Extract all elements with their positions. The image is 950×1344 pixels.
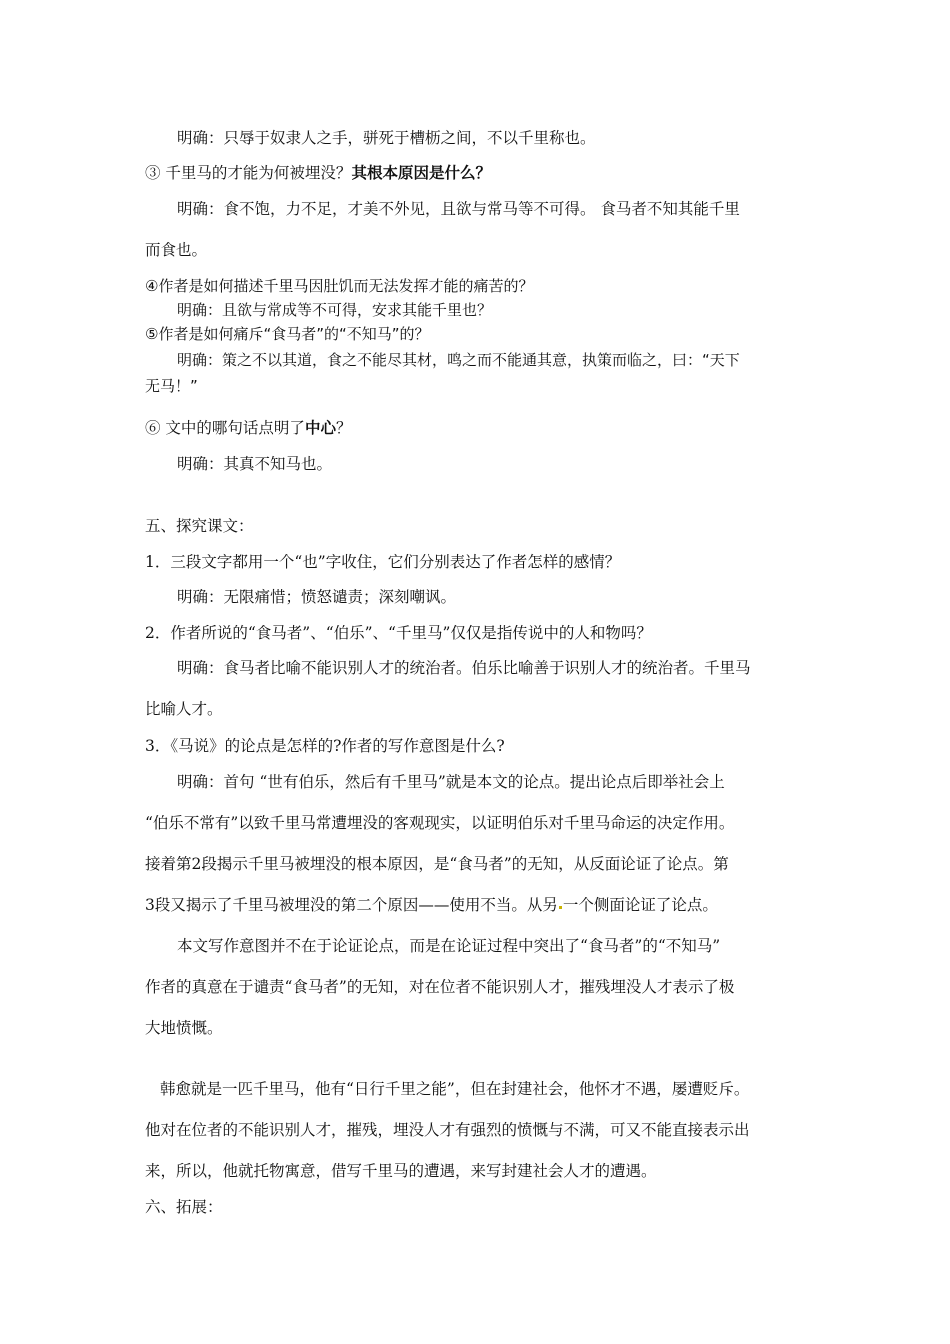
answer-continuation: 比喻人才。 [145, 700, 223, 718]
paragraph-line: “伯乐不常有”以致千里马常遭埋没的客观现实，以证明伯乐对千里马命运的决定作用。 [145, 814, 735, 832]
paragraph-text: 3段又揭示了千里马被埋没的第二个原因——使用不当。从另 [145, 896, 558, 914]
answer-continuation: 无马！” [145, 377, 198, 395]
question-line: ④作者是如何描述千里马因肚饥而无法发挥才能的痛苦的？ [145, 277, 534, 295]
paragraph-line: 来，所以，他就托物寓意，借写千里马的遭遇，来写封建社会人才的遭遇。 [145, 1162, 657, 1180]
answer-line: 明确：食马者比喻不能识别人才的统治者。伯乐比喻善于识别人才的统治者。千里马 [177, 659, 751, 677]
answer-line: 明确：只辱于奴隶人之手，骈死于槽枥之间，不以千里称也。 [177, 129, 596, 147]
paragraph-line: 作者的真意在于谴责“食马者”的无知，对在位者不能识别人才，摧残埋没人才表示了极 [145, 978, 735, 996]
question-text-end: ？ [335, 419, 352, 437]
section-heading: 六、拓展： [145, 1198, 223, 1216]
question-line [145, 163, 491, 183]
question-emphasis: 其根本原因是什么？ [351, 163, 491, 182]
question-line: 3．《马说》的论点是怎样的?作者的写作意图是什么? [145, 737, 505, 755]
highlight-mark [559, 906, 562, 909]
paragraph-line: 接着第2段揭示千里马被埋没的根本原因，是“食马者”的无知，从反面论证了论点。第 [145, 855, 729, 873]
paragraph-line: 大地愤慨。 [145, 1019, 223, 1037]
paragraph-text-end: 一个侧面论证了论点。 [562, 896, 718, 914]
answer-line: 明确：策之不以其道，食之不能尽其材，鸣之而不能通其意，执策而临之，曰：“天下 [177, 351, 740, 369]
answer-line: 明确：且欲与常成等不可得，安求其能千里也？ [177, 301, 493, 319]
section-heading: 五、探究课文： [145, 517, 254, 535]
paragraph-line: 本文写作意图并不在于论证论点，而是在论证过程中突出了“食马者”的“不知马” [177, 937, 721, 955]
paragraph-line [145, 895, 718, 915]
question-line: 2．作者所说的“食马者”、“伯乐”、“千里马”仅仅是指传说中的人和物吗？ [145, 624, 652, 642]
question-emphasis: 中心 [304, 418, 336, 437]
answer-line: 明确：食不饱，力不足，才美不外见，且欲与常马等不可得。 食马者不知其能千里 [177, 200, 740, 218]
answer-continuation: 而食也。 [145, 241, 208, 259]
question-line: 1．三段文字都用一个“也”字收住，它们分别表达了作者怎样的感情？ [145, 553, 621, 571]
question-text: ⑥ 文中的哪句话点明了 [145, 419, 305, 437]
paragraph-line: 韩愈就是一匹千里马，他有“日行千里之能”，但在封建社会，他怀才不遇，屡遭贬斥。 [160, 1080, 750, 1098]
answer-line: 明确：首句 “世有伯乐，然后有千里马”就是本文的论点。提出论点后即举社会上 [177, 773, 725, 791]
question-line [145, 418, 351, 438]
paragraph-line: 他对在位者的不能识别人才，摧残，埋没人才有强烈的愤慨与不满，可又不能直接表示出 [145, 1121, 750, 1139]
question-text: ③ 千里马的才能为何被埋没？ [145, 164, 352, 182]
answer-line: 明确：无限痛惜；愤怒谴责；深刻嘲讽。 [177, 588, 457, 606]
answer-line: 明确：其真不知马也。 [177, 455, 333, 473]
question-line: ⑤作者是如何痛斥“食马者”的“不知马”的？ [145, 325, 430, 343]
